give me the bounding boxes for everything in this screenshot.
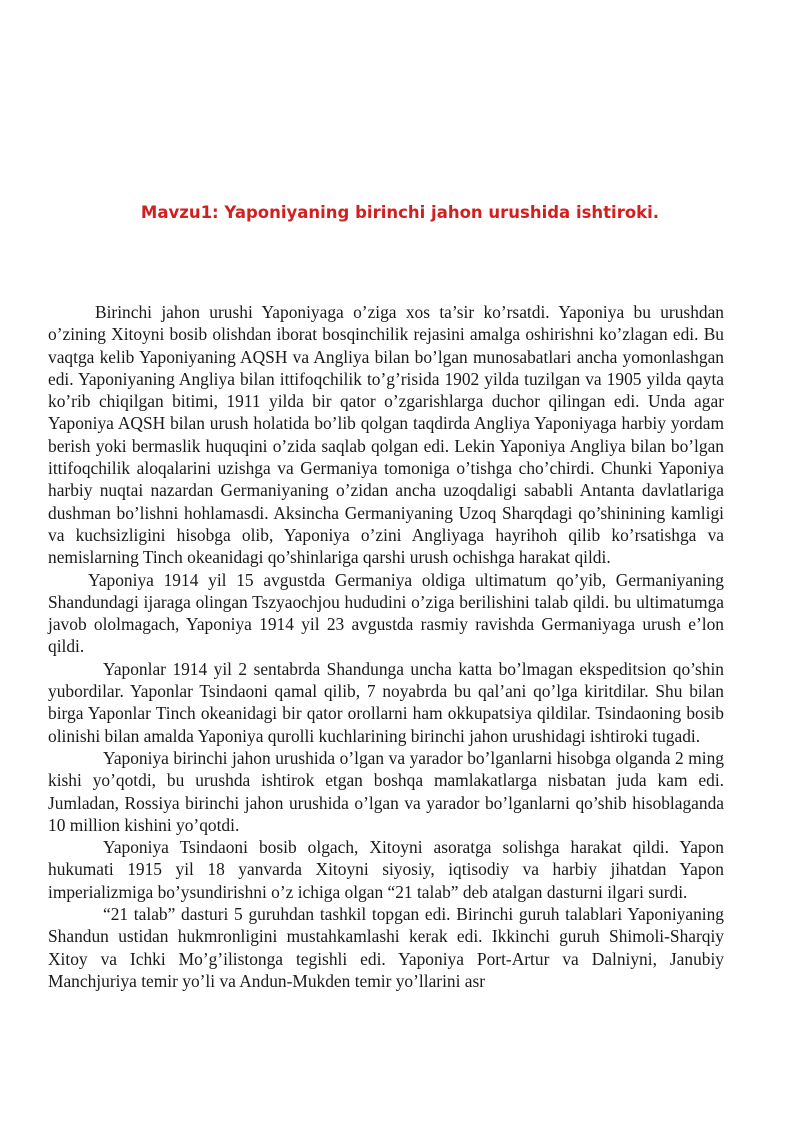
paragraph: Yaponlar 1914 yil 2 sentabrda Shandunga uncha katta bo’lmagan ekspeditsion qo’shin yubordilar. Yaponlar Tsindaoni qamal qilib, 7 noyabrda bu qal’ani qo’lga kiritdilar. Shu bilan birga Yaponlar Tinch okeanidagi bir qator orollarni ham okkupatsiya qildilar. Tsindaoning bosib olinishi bilan amalda Yaponiya qurolli kuchlarining birinchi jahon urushidagi ishtiroki tugadi.	[48, 658, 724, 746]
paragraph: “21 talab” dasturi 5 guruhdan tashkil topgan edi. Birinchi guruh talablari Yaponiyaning Shandun ustidan hukmronligini mustahkamlashi kerak edi. Ikkinchi guruh Shimoli-Sharqiy Xitoy va Ichki Mo’g’ilistonga tegishli edi. Yaponiya Port-Artur va Dalniyni, Janubiy Manchjuriya temir yo’li va Andun-Mukden temir yo’llarini asr	[48, 904, 724, 991]
document-body	[48, 301, 724, 992]
paragraph: Yaponiya birinchi jahon urushida o’lgan va yarador bo’lganlarni hisobga olganda 2 ming kishi yo’qotdi, bu urushda ishtirok etgan boshqa mamlakatlarga nisbatan juda kam edi. Jumladan, Rossiya birinchi jahon urushida o’lgan va yarador bo’lganlarni qo’shib hisoblaganda 10 million kishini yo’qotdi.	[48, 747, 724, 835]
paragraph: Yaponiya Tsindaoni bosib olgach, Xitoyni asoratga solishga harakat qildi. Yapon hukumati 1915 yil 18 yanvarda Xitoyni siyosiy, iqtisodiy va harbiy jihatdan Yapon imperializmiga bo’ysundirishni o’z ichiga olgan “21 talab” deb atalgan dasturni ilgari surdi.	[48, 837, 724, 902]
document-title: Mavzu1: Yaponiyaning birinchi jahon urushida ishtiroki.	[140, 203, 660, 222]
paragraph: Yaponiya 1914 yil 15 avgustda Germaniya oldiga ultimatum qo’yib, Germaniyaning Shandundagi ijaraga olingan Tszyaochjou hududini o’ziga berilishini talab qildi. bu ultimatumga javob ololmagach, Yaponiya 1914 yil 23 avgustda rasmiy ravishda Germaniyaga urush e’lon qildi.	[48, 569, 724, 657]
paragraph: Birinchi jahon urushi Yaponiyaga o’ziga xos ta’sir ko’rsatdi. Yaponiya bu urushdan o’zining Xitoyni bosib olishdan iborat bosqinchilik rejasini amalga oshirishni ko’zlagan edi. Bu vaqtga kelib Yaponiyaning AQSH va Angliya bilan bo’lgan munosabatlari ancha yomonlashgan edi. Yaponiyaning Angliya bilan ittifoqchilik to’g’risida 1902 yilda tuzilgan va 1905 yilda qayta ko’rib chiqilgan bitimi, 1911 yilda bir qator o’zgarishlarga duchor qilingan edi. Unda agar Yaponiya AQSH bilan urush holatida bo’lib qolgan taqdirda Angliya Yaponiyaga harbiy yordam berish yoki bermaslik huquqini o’zida saqlab qolgan edi. Lekin Yaponiya Angliya bilan bo’lgan ittifoqchilik aloqalarini uzishga va Germaniya tomoniga o’tishga cho’chirdi. Chunki Yaponiya harbiy nuqtai nazardan Germaniyaning o’zidan ancha uzoqdaligi sababli Antanta davlatlariga dushman bo’lishni hohlamasdi. Aksincha Germaniyaning Uzoq Sharqdagi qo’shinining kamligi va kuchsizligini hisobga olib, Yaponiya o’zini Angliyaga hayrihoh qilib ko’rsatishga va nemislarning Tinch okeanidagi qo’shinlariga qarshi urush ochishga harakat qildi.	[48, 302, 724, 568]
